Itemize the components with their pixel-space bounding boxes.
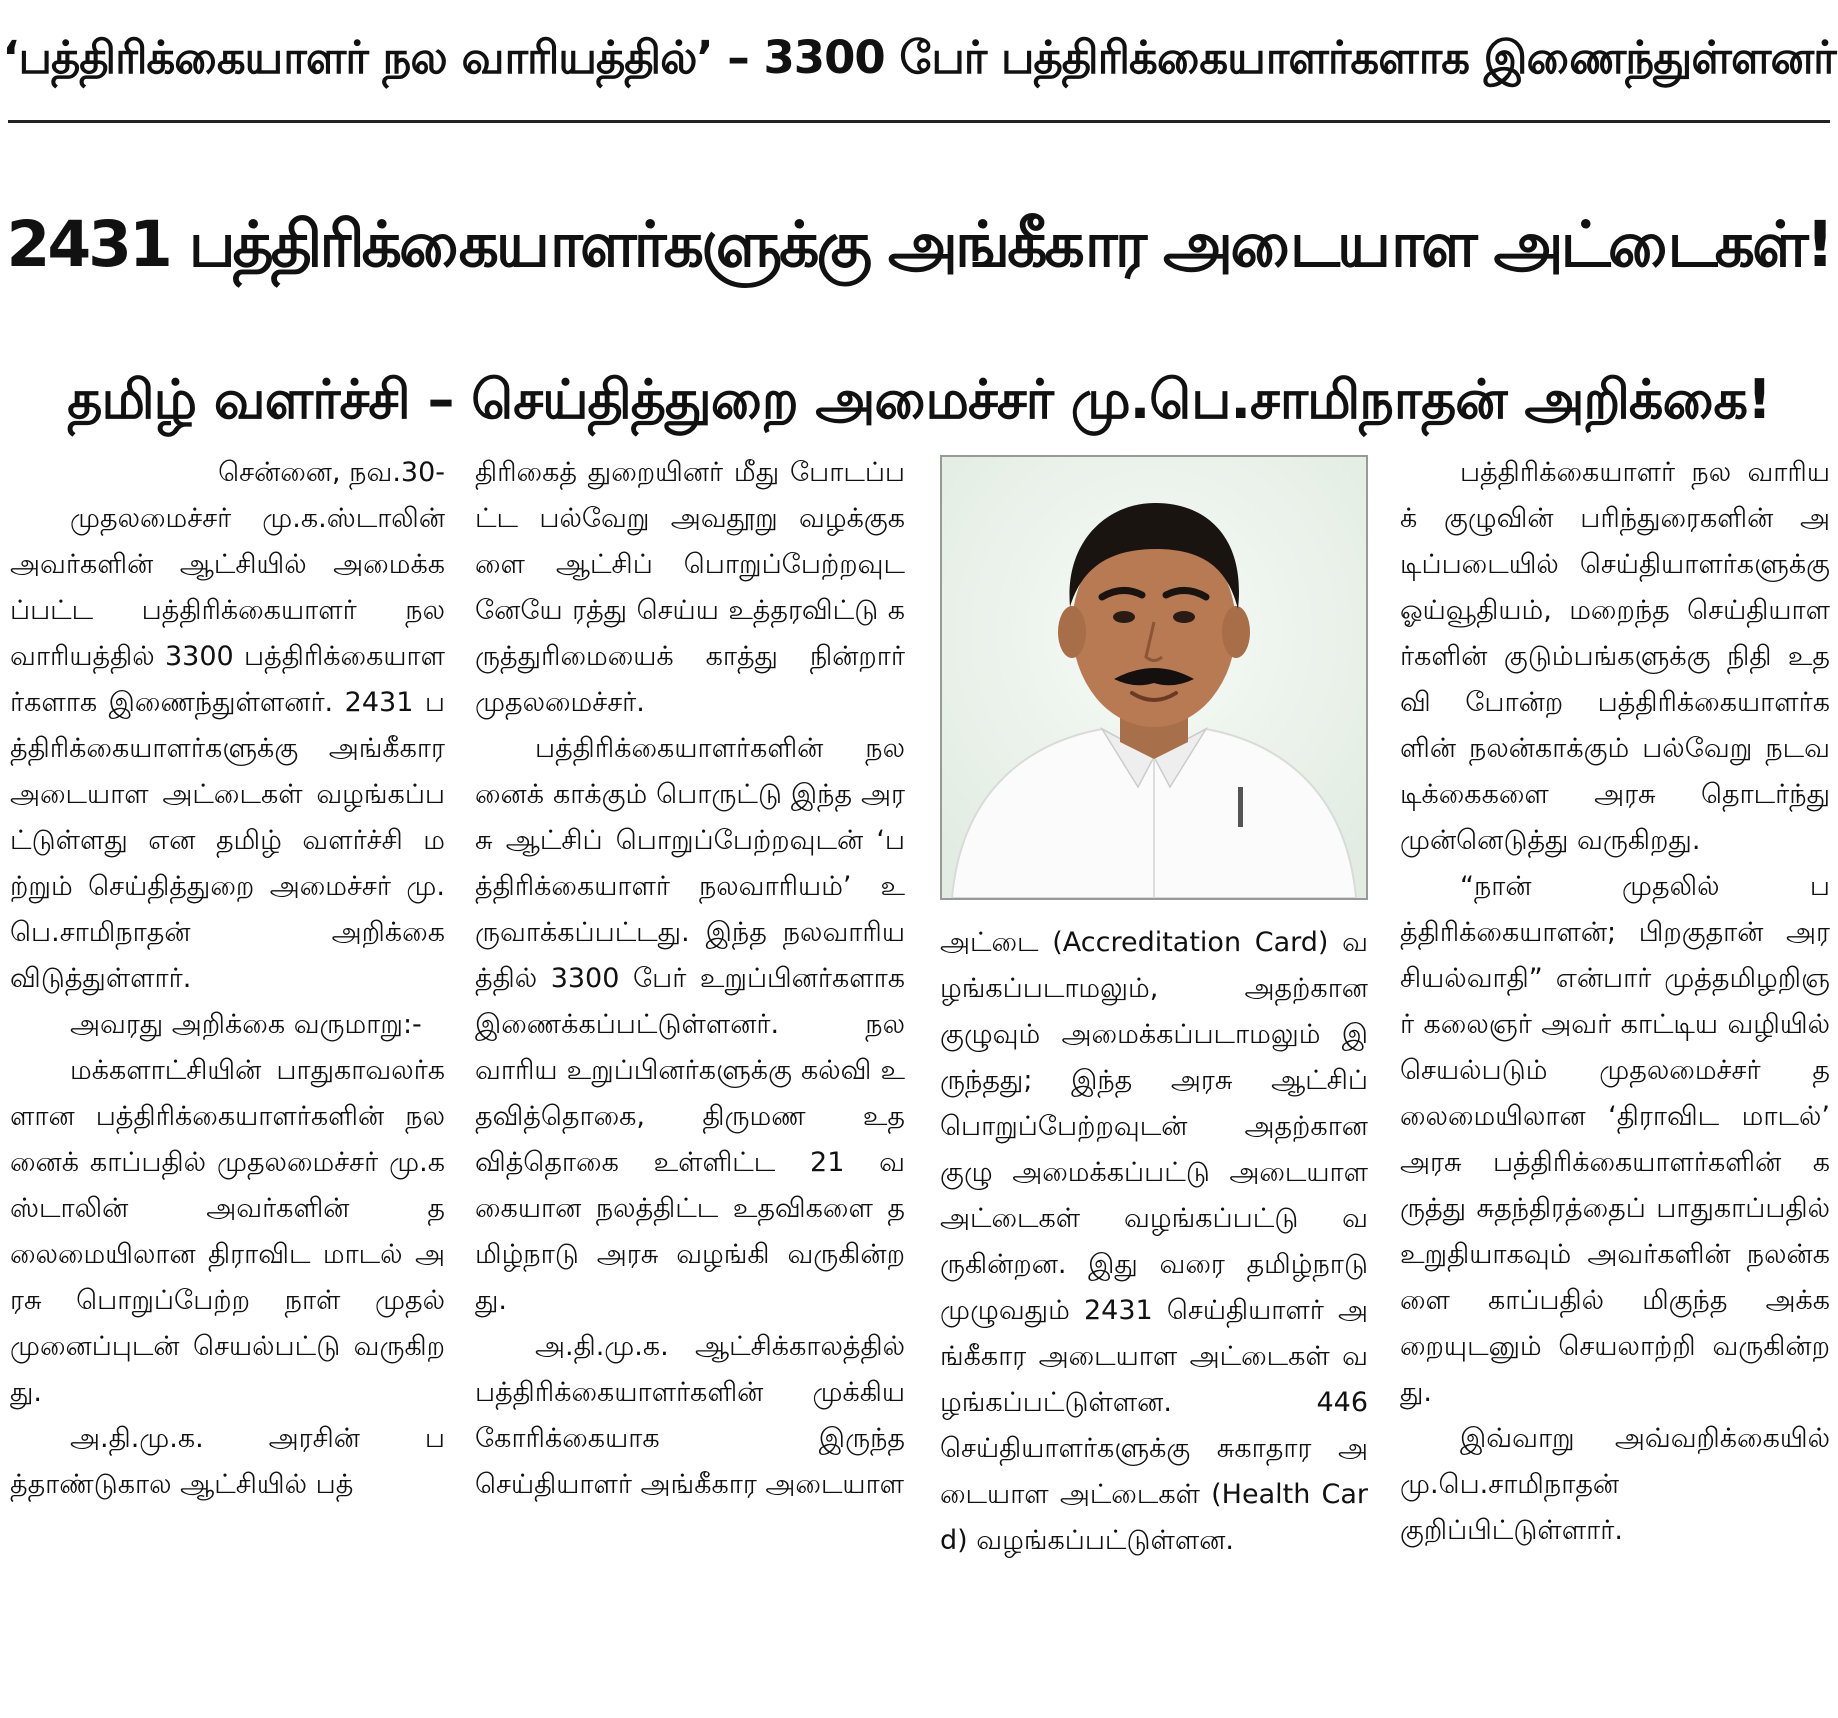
article-column-1 <box>10 450 445 1715</box>
paragraph: பத்திரிக்கையாளர் நல வாரியக் குழுவின் பரிந்துரைகளின் அடிப்படையில் செய்தியாளர்களுக்கு ஓய்வூதியம், மறைந்த செய்தியாளர்களின் குடும்பங்களுக்கு நிதி உதவி போன்ற பத்திரிக்கையாளர்களின் நலன்காக்கும் பல்வேறு நடவடிக்கைகளை அரசு தொடர்ந்து முன்னெடுத்து வருகிறது. <box>1400 457 1830 856</box>
divider-rule <box>8 120 1830 123</box>
paragraph: அவரது அறிக்கை வருமாறு:- <box>70 1009 422 1040</box>
sub-headline: தமிழ் வளர்ச்சி – செய்தித்துறை அமைச்சர் மு.பெ.சாமிநாதன் அறிக்கை! <box>67 368 1771 431</box>
dateline: சென்னை, நவ.30- <box>218 457 445 488</box>
paragraph: பத்திரிக்கையாளர்களின் நலனைக் காக்கும் பொருட்டு இந்த அரசு ஆட்சிப் பொறுப்பேற்றவுடன் ‘பத்திரிக்கையாளர் நலவாரியம்’ உருவாக்கப்பட்டது. இந்த நலவாரியத்தில் 3300 பேர் உறுப்பினர்களாக இணைக்கப்பட்டுள்ளனர். நலவாரிய உறுப்பினர்களுக்கு கல்வி உதவித்தொகை, திருமண உதவித்தொகை உள்ளிட்ட 21 வகையான நலத்திட்ட உதவிகளை தமிழ்நாடு அரசு வழங்கி வருகின்றது. <box>475 733 905 1316</box>
paragraph: மக்களாட்சியின் பாதுகாவலர்களான பத்திரிக்கையாளர்களின் நலனைக் காப்பதில் முதலமைச்சர் மு.க ஸ்டாலின் அவர்களின் தலைமையிலான திராவிட மாடல் அரசு பொறுப்பேற்ற நாள் முதல் முனைப்புடன் செயல்பட்டு வருகிறது. <box>10 1055 445 1408</box>
paragraph: அட்டை (Accreditation Card) வழங்கப்படாமலும், அதற்கான குழுவும் அமைக்கப்படாமலும் இருந்தது; இந்த அரசு ஆட்சிப் பொறுப்பேற்றவுடன் அதற்கான குழு அமைக்கப்பட்டு அடையாள அட்டைகள் வழங்கப்பட்டு வருகின்றன. இது வரை தமிழ்நாடு முழுவதும் 2431 செய்தியாளர் அங்கீகார அடையாள அட்டைகள் வழங்கப்பட்டுள்ளன. 446 செய்தியாளர்களுக்கு சுகாதார அடையாள அட்டைகள் (Health Card) வழங்கப்பட்டுள்ளன. <box>940 927 1368 1556</box>
paragraph: அ.தி.மு.க. அரசின் பத்தாண்டுகால ஆட்சியில் பத் <box>10 1423 445 1500</box>
portrait-illustration <box>942 457 1366 898</box>
article-column-4 <box>1400 450 1830 1715</box>
paragraph: திரிகைத் துறையினர் மீது போடப்பட்ட பல்வேறு அவதூறு வழக்குகளை ஆட்சிப் பொறுப்பேற்றவுடனேயே ரத்து செய்ய உத்தரவிட்டு கருத்துரிமையைக் காத்து நின்றார் முதலமைச்சர். <box>475 457 905 718</box>
paragraph: முதலமைச்சர் மு.க.ஸ்டாலின் அவர்களின் ஆட்சியில் அமைக்கப்பட்ட பத்திரிக்கையாளர் நலவாரியத்தில் 3300 பத்திரிக்கையாளர்களாக இணைந்துள்ளனர். 2431 பத்திரிக்கையாளர்களுக்கு அங்கீகார அடையாள அட்டைகள் வழங்கப்பட்டுள்ளது என தமிழ் வளர்ச்சி மற்றும் செய்தித்துறை அமைச்சர் மு.பெ.சாமிநாதன் அறிக்கை விடுத்துள்ளார். <box>10 503 445 994</box>
paragraph: அ.தி.மு.க. ஆட்சிக்காலத்தில் பத்திரிக்கையாளர்களின் முக்கிய கோரிக்கையாக இருந்த செய்தியாளர் அங்கீகார அடையாள <box>475 1331 905 1500</box>
main-headline: 2431 பத்திரிக்கையாளர்களுக்கு அங்கீகார அடையாள அட்டைகள்! <box>6 208 1832 281</box>
article-column-3 <box>940 920 1368 1715</box>
paragraph: இவ்வாறு அவ்வறிக்கையில் மு.பெ.சாமிநாதன் குறிப்பிட்டுள்ளார். <box>1400 1423 1830 1546</box>
minister-portrait-photo <box>940 455 1368 900</box>
kicker-headline: ‘பத்திரிக்கையாளர் நல வாரியத்தில்’ – 3300 பேர் பத்திரிக்கையாளர்களாக இணைந்துள்ளனர் <box>2 31 1836 84</box>
paragraph: “நான் முதலில் பத்திரிக்கையாளன்; பிறகுதான் அரசியல்வாதி” என்பார் முத்தமிழறிஞர் கலைஞர் அவர் காட்டிய வழியில் செயல்படும் முதலமைச்சர் தலைமையிலான ‘திராவிட மாடல்’ அரசு பத்திரிக்கையாளர்களின் கருத்து சுதந்திரத்தைப் பாதுகாப்பதில் உறுதியாகவும் அவர்களின் நலன்களை காப்பதில் மிகுந்த அக்கறையுடனும் செயலாற்றி வருகின்றது. <box>1400 871 1830 1408</box>
article-column-2 <box>475 450 905 1715</box>
